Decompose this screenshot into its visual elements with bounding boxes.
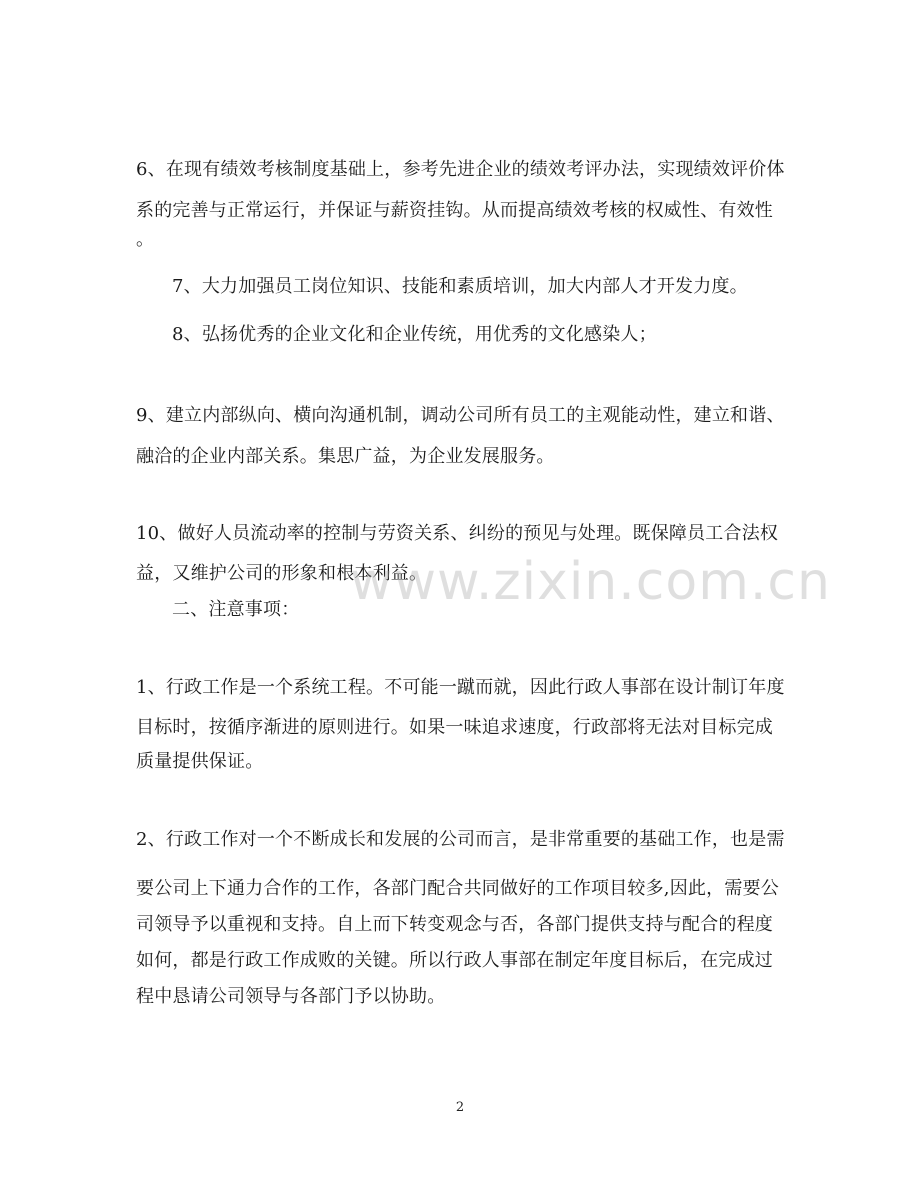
note-2-line-5: 程中恳请公司领导与各部门予以协助。 bbox=[136, 986, 446, 1007]
note-2-line-3: 司领导予以重视和支持。自上而下转变观念与否，各部门提供支持与配合的程度 bbox=[136, 914, 773, 935]
note-2-line-1: 2、行政工作对一个不断成长和发展的公司而言，是非常重要的基础工作，也是需 bbox=[136, 829, 785, 850]
section-heading: 二、注意事项： bbox=[172, 599, 300, 620]
paragraph-9-line-1: 9、建立内部纵向、横向沟通机制，调动公司所有员工的主观能动性，建立和谐、 bbox=[136, 405, 785, 426]
watermark: www.zixin.com.cn bbox=[350, 552, 831, 612]
paragraph-8: 8、弘扬优秀的企业文化和企业传统，用优秀的文化感染人； bbox=[172, 324, 657, 345]
paragraph-10-line-1: 10、做好人员流动率的控制与劳资关系、纠纷的预见与处理。既保障员工合法权 bbox=[136, 523, 779, 544]
page-number: 2 bbox=[455, 1100, 465, 1115]
paragraph-6-line-1: 6、在现有绩效考核制度基础上，参考先进企业的绩效考评办法，实现绩效评价体 bbox=[136, 159, 785, 180]
paragraph-6-line-2: 系的完善与正常运行，并保证与薪资挂钩。从而提高绩效考核的权威性、有效性 bbox=[136, 200, 773, 221]
note-1-line-3: 质量提供保证。 bbox=[136, 751, 264, 772]
paragraph-9-line-2: 融洽的企业内部关系。集思广益，为企业发展服务。 bbox=[136, 446, 555, 467]
paragraph-10-line-2: 益，又维护公司的形象和根本利益。 bbox=[136, 563, 428, 584]
paragraph-7: 7、大力加强员工岗位知识、技能和素质培训，加大内部人才开发力度。 bbox=[172, 276, 748, 297]
note-1-line-1: 1、行政工作是一个系统工程。不可能一蹴而就，因此行政人事部在设计制订年度 bbox=[136, 677, 785, 698]
note-2-line-4: 如何，都是行政工作成败的关键。所以行政人事部在制定年度目标后，在完成过 bbox=[136, 950, 773, 971]
paragraph-6-line-3: 。 bbox=[136, 229, 155, 250]
note-1-line-2: 目标时，按循序渐进的原则进行。如果一味追求速度，行政部将无法对目标完成 bbox=[136, 717, 773, 738]
note-2-line-2: 要公司上下通力合作的工作，各部门配合共同做好的工作项目较多,因此，需要公 bbox=[136, 878, 779, 899]
